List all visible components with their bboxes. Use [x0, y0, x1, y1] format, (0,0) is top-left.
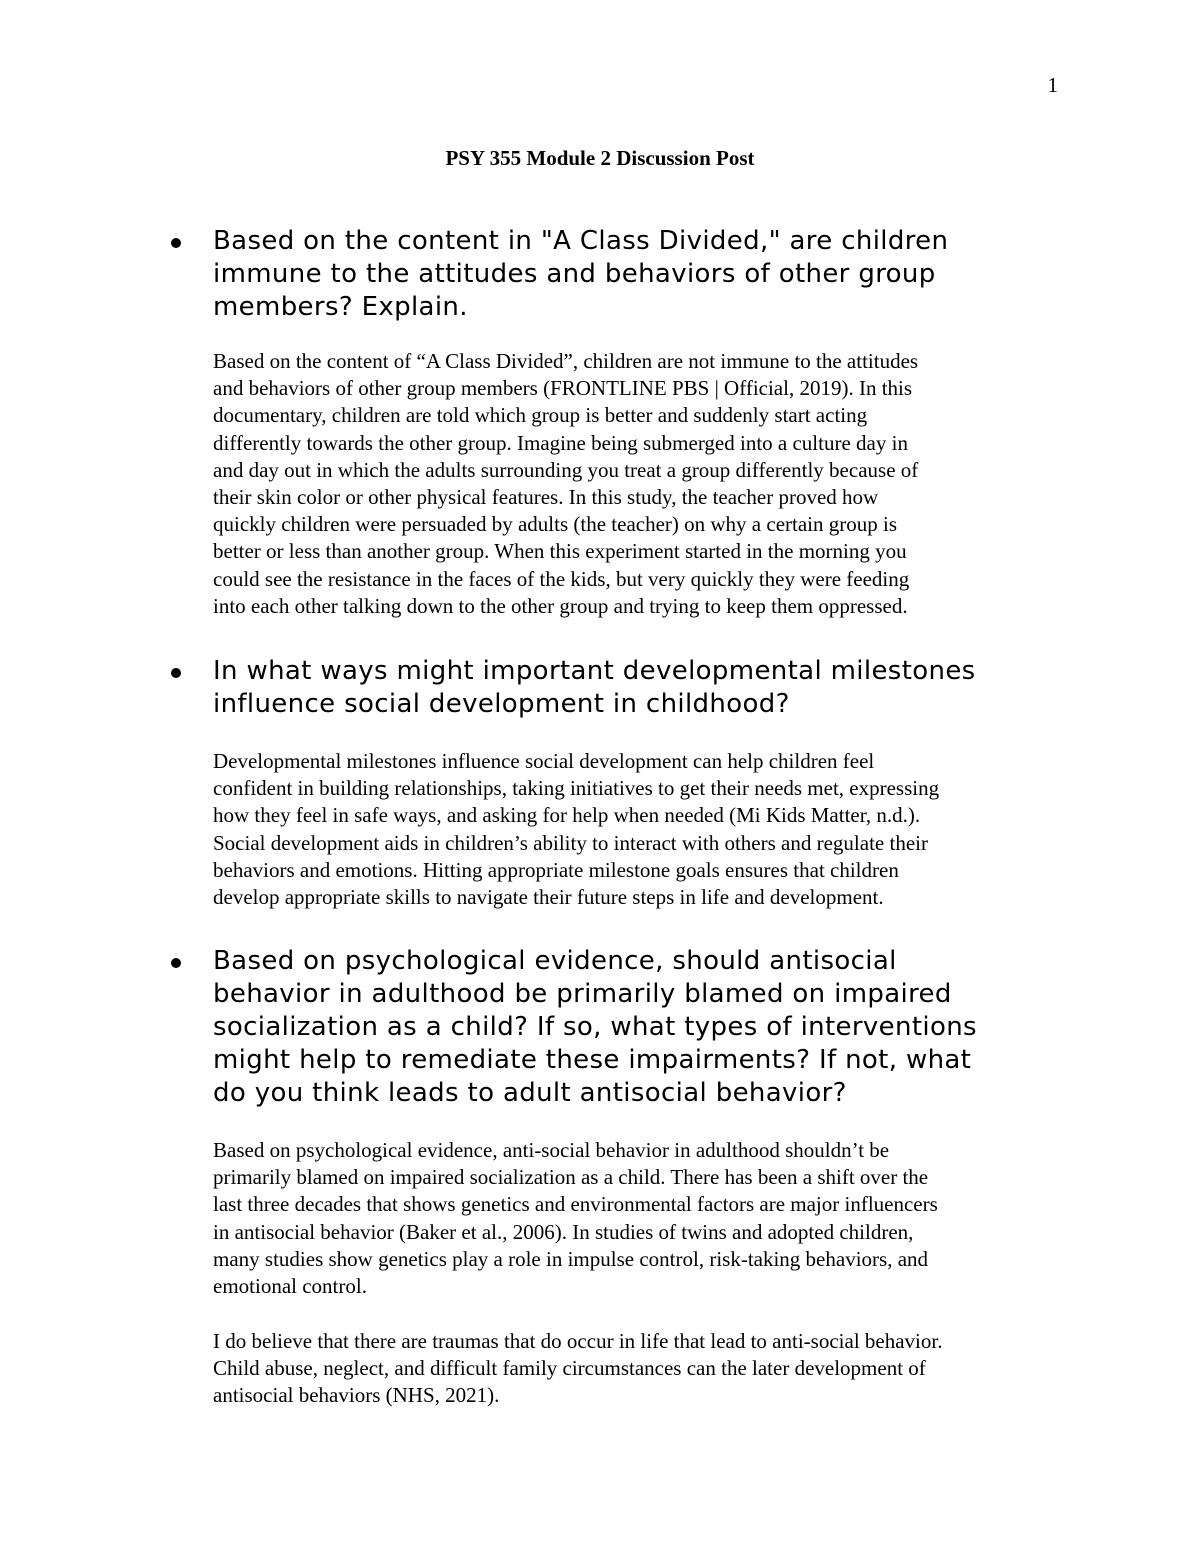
answer-paragraph: Developmental milestones influence social development can help children feel confident in building relationships, taking initiatives to get their needs met, expressing how they feel in safe ways, and asking for help when needed (Mi Kids Matter, n.d.). Social development aids in children’s ability to interact with others and regulate their behaviors and emotions. Hitting appropriate milestone goals ensures that children develop appropriate skills to navigate their future steps in life and development.: [213, 749, 940, 910]
answer-4: [168, 1328, 1068, 1410]
bullet-icon: [171, 958, 181, 968]
answer-3: [168, 1137, 1068, 1300]
question-text: In what ways might important developmental milestones influence social development in childhood?: [213, 656, 976, 719]
bullet-icon: [171, 238, 181, 248]
question-text: Based on the content in "A Class Divided," are children immune to the attitudes and behaviors of other group members? Explain.: [213, 226, 949, 322]
answer-paragraph: I do believe that there are traumas that do occur in life that lead to anti-social behavior. Child abuse, neglect, and difficult family circumstances can the later development of antisocial behaviors (NHS, 2021).: [213, 1329, 943, 1408]
bullet-icon: [171, 668, 181, 678]
answer-paragraph: Based on psychological evidence, anti-social behavior in adulthood shouldn’t be primarily blamed on impaired socialization as a child. There has been a shift over the last three decades that shows genetics and environmental factors are major influencers in antisocial behavior (Baker et al., 2006). In studies of twins and adopted children, many studies show genetics play a role in impulse control, risk-taking behaviors, and emotional control.: [213, 1138, 938, 1299]
question-text: Based on psychological evidence, should antisocial behavior in adulthood be primarily blamed on impaired socialization as a child? If so, what types of interventions might help to remediate these impairments? If not, what do you think leads to adult antisocial behavior?: [213, 946, 977, 1108]
question-2: [168, 655, 1068, 721]
answer-1: [168, 348, 1068, 620]
document-title: PSY 355 Module 2 Discussion Post: [445, 146, 755, 170]
question-1: [168, 225, 1068, 324]
page-number: 1: [1047, 73, 1058, 97]
question-3: [168, 945, 1068, 1110]
answer-paragraph: Based on the content of “A Class Divided”, children are not immune to the attitudes and behaviors of other group members (FRONTLINE PBS | Official, 2019). In this documentary, children are told which group is better and suddenly start acting differently towards the other group. Imagine being submerged into a culture day in and day out in which the adults surrounding you treat a group differently because of their skin color or other physical features. In this study, the teacher proved how quickly children were persuaded by adults (the teacher) on why a certain group is better or less than another group. When this experiment started in the morning you could see the resistance in the faces of the kids, but very quickly they were feeding into each other talking down to the other group and trying to keep them oppressed.: [213, 349, 919, 618]
answer-2: [168, 748, 1068, 911]
